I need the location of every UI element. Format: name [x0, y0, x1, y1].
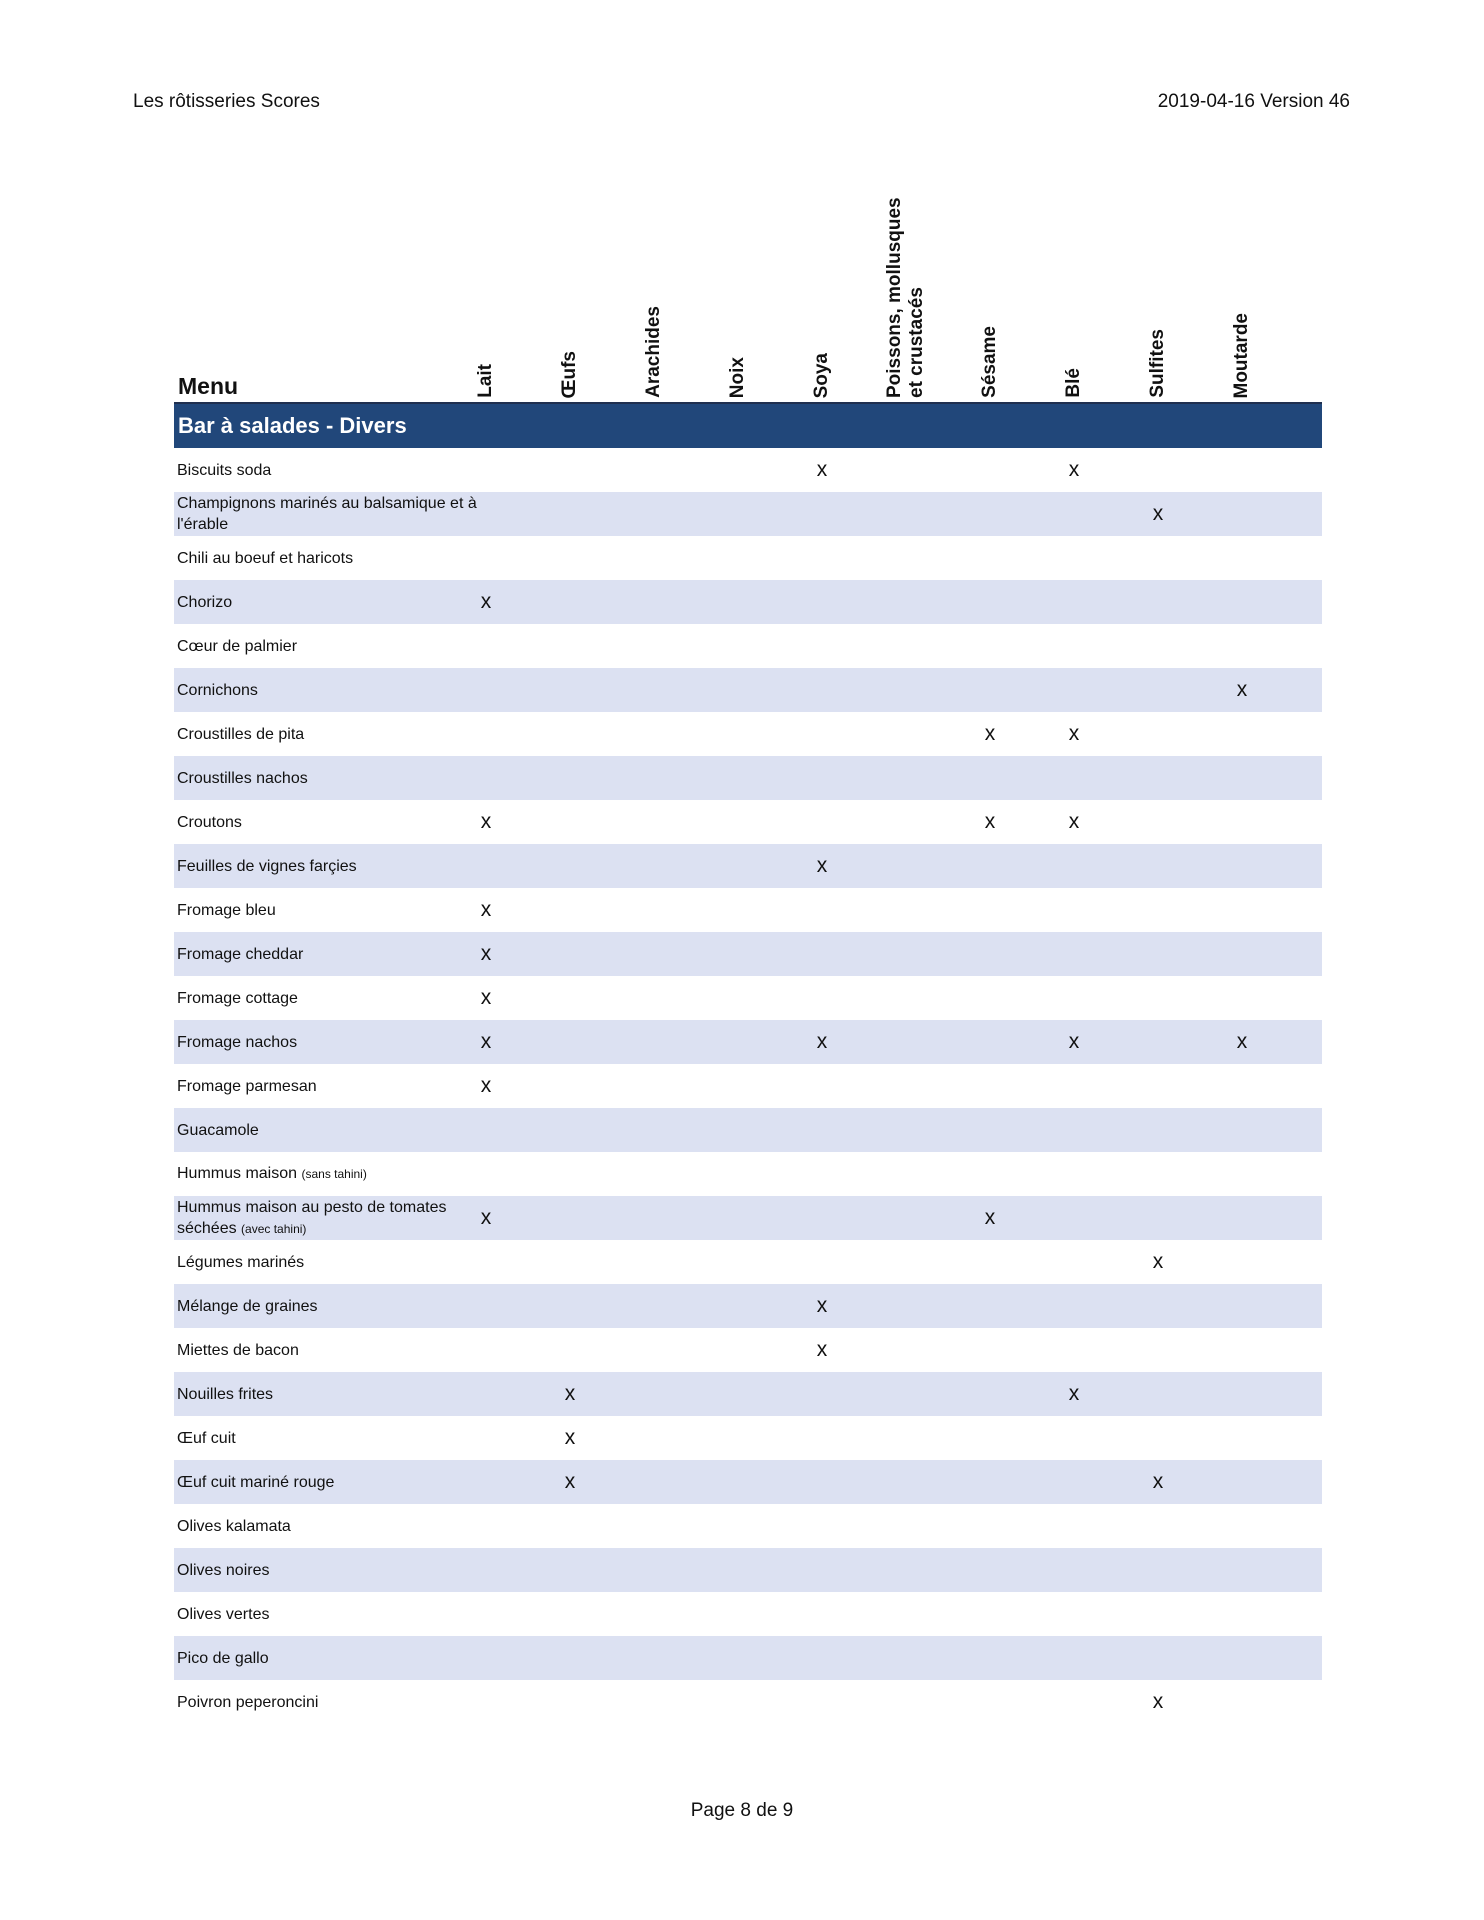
allergen-mark: x [1068, 1030, 1080, 1053]
table-row [174, 1064, 1322, 1108]
menu-item-name [177, 624, 497, 668]
allergen-mark: x [480, 898, 492, 921]
menu-item-label: Poivron peperoncini [177, 1693, 319, 1711]
menu-item-label: Légumes marinés [177, 1253, 305, 1271]
menu-item-name [177, 1328, 497, 1372]
menu-item-label: Fromage nachos [177, 1033, 298, 1051]
allergen-column-header [1116, 186, 1200, 398]
table-row [174, 1548, 1322, 1592]
allergen-mark: x [480, 1030, 492, 1053]
menu-item-name [177, 1240, 497, 1284]
menu-item-label: Chorizo [177, 593, 233, 611]
menu-item-label: Croustilles de pita [177, 725, 305, 743]
menu-item-label: Fromage cottage [177, 989, 298, 1007]
table-row [174, 1372, 1322, 1416]
allergen-column-header [612, 186, 696, 398]
table-row [174, 1108, 1322, 1152]
section-header: Bar à salades - Divers [174, 404, 1322, 448]
menu-item-name [177, 1460, 497, 1504]
menu-item-label: Chili au boeuf et haricots [177, 549, 354, 567]
table-row [174, 976, 1322, 1020]
allergen-column-header [780, 186, 864, 398]
allergen-mark: x [1152, 1470, 1164, 1493]
allergen-column-header [528, 186, 612, 398]
table-row [174, 1020, 1322, 1064]
allergen-mark: x [816, 1294, 828, 1317]
table-row [174, 1680, 1322, 1724]
menu-item-label: Cornichons [177, 681, 258, 699]
allergen-mark: x [480, 1206, 492, 1229]
allergen-mark: x [564, 1382, 576, 1405]
menu-item-name [177, 1108, 497, 1152]
allergen-column-label: Noix [727, 356, 748, 398]
menu-item-name [177, 448, 497, 492]
table-row [174, 580, 1322, 624]
allergen-column-header [696, 186, 780, 398]
table-row [174, 932, 1322, 976]
table-row [174, 1416, 1322, 1460]
menu-item-note: (sans tahini) [301, 1167, 367, 1181]
table-row [174, 844, 1322, 888]
menu-item-label: Miettes de bacon [177, 1341, 299, 1359]
menu-item-label: Fromage bleu [177, 901, 276, 919]
allergen-mark: x [1236, 1030, 1248, 1053]
table-row [174, 1196, 1322, 1240]
table-row [174, 888, 1322, 932]
allergen-mark: x [1152, 502, 1164, 525]
menu-item-name [177, 668, 497, 712]
allergen-mark: x [1068, 810, 1080, 833]
menu-item-label: Feuilles de vignes farçies [177, 857, 357, 875]
menu-item-name [177, 1680, 497, 1724]
allergen-column-label: Lait [475, 364, 496, 398]
allergen-mark: x [480, 1074, 492, 1097]
allergen-mark: x [984, 1206, 996, 1229]
menu-item-name [177, 1152, 497, 1196]
document-version: 2019-04-16 Version 46 [1157, 91, 1350, 112]
allergen-column-header [864, 186, 948, 398]
menu-item-name [177, 756, 497, 800]
allergen-mark: x [984, 722, 996, 745]
allergen-column-label: Sésame [979, 326, 1000, 398]
menu-item-name [177, 1372, 497, 1416]
allergen-mark: x [564, 1426, 576, 1449]
menu-item-label: Nouilles frites [177, 1385, 274, 1403]
allergen-mark: x [480, 810, 492, 833]
allergen-column-label: Arachides [643, 306, 664, 398]
table-row [174, 1152, 1322, 1196]
menu-item-label: Fromage parmesan [177, 1077, 317, 1095]
table-row [174, 800, 1322, 844]
table-body [174, 448, 1322, 1724]
menu-item-label: Champignons marinés au balsamique et à l'érable [177, 495, 477, 533]
menu-item-name [177, 1416, 497, 1460]
table-row [174, 1284, 1322, 1328]
menu-item-label: Olives noires [177, 1561, 270, 1579]
allergen-column-label: Moutarde [1231, 312, 1252, 398]
allergen-column-header [444, 186, 528, 398]
document-company-name: Les rôtisseries Scores [133, 91, 320, 112]
menu-item-label: Mélange de graines [177, 1297, 318, 1315]
menu-item-label: Guacamole [177, 1121, 259, 1139]
menu-item-note: (avec tahini) [241, 1221, 307, 1236]
menu-item-label: Olives kalamata [177, 1517, 291, 1535]
allergen-mark: x [984, 810, 996, 833]
menu-item-label: Fromage cheddar [177, 945, 304, 963]
menu-item-name [177, 844, 497, 888]
allergen-mark: x [480, 590, 492, 613]
menu-column-header: Menu [178, 373, 239, 399]
table-row [174, 1592, 1322, 1636]
table-row [174, 624, 1322, 668]
allergen-mark: x [816, 1338, 828, 1361]
table-row [174, 448, 1322, 492]
table-row [174, 668, 1322, 712]
menu-item-label: Olives vertes [177, 1605, 270, 1623]
table-row [174, 1636, 1322, 1680]
menu-item-label: Œuf cuit mariné rouge [177, 1473, 335, 1491]
allergen-table [174, 180, 1322, 1724]
allergen-column-label: Blé [1063, 368, 1084, 398]
menu-item-label: Hummus maison au pesto de tomates séchées [177, 1198, 447, 1237]
allergen-column-label: Œufs [559, 350, 580, 398]
table-row [174, 1240, 1322, 1284]
allergen-mark: x [480, 986, 492, 1009]
menu-item-name [177, 492, 497, 536]
allergen-mark: x [816, 854, 828, 877]
allergen-column-label: Sulfites [1147, 329, 1168, 398]
menu-item-label: Croutons [177, 813, 242, 831]
menu-item-label: Œuf cuit [177, 1429, 236, 1447]
allergen-column-header [948, 186, 1032, 398]
menu-item-name [177, 1592, 497, 1636]
table-row [174, 1328, 1322, 1372]
allergen-mark: x [1152, 1690, 1164, 1713]
allergen-column-label: Soya [811, 352, 832, 398]
menu-item-name [177, 1548, 497, 1592]
table-row [174, 1504, 1322, 1548]
allergen-mark: x [480, 942, 492, 965]
menu-item-name [177, 1636, 497, 1680]
table-row [174, 492, 1322, 536]
table-row [174, 1460, 1322, 1504]
table-row [174, 536, 1322, 580]
page-number: Page 8 de 9 [690, 1800, 794, 1821]
allergen-mark: x [1152, 1250, 1164, 1273]
menu-item-label: Biscuits soda [177, 461, 272, 479]
allergen-column-label: Poissons, mollusques et crustacés [884, 197, 927, 398]
menu-item-name [177, 1504, 497, 1548]
menu-item-label: Hummus maison [177, 1165, 298, 1182]
table-row [174, 712, 1322, 756]
allergen-mark: x [1068, 722, 1080, 745]
allergen-mark: x [564, 1470, 576, 1493]
menu-item-name [177, 1284, 497, 1328]
table-row [174, 756, 1322, 800]
menu-item-label: Pico de gallo [177, 1649, 269, 1667]
menu-item-label: Cœur de palmier [177, 637, 298, 655]
allergen-column-header [1032, 186, 1116, 398]
allergen-mark: x [1236, 678, 1248, 701]
menu-item-label: Croustilles nachos [177, 769, 308, 787]
allergen-column-header [1200, 186, 1284, 398]
allergen-mark: x [816, 1030, 828, 1053]
table-header [174, 180, 1322, 404]
allergen-mark: x [1068, 1382, 1080, 1405]
menu-item-name [177, 712, 497, 756]
allergen-mark: x [816, 458, 828, 481]
menu-item-name [177, 536, 497, 580]
allergen-mark: x [1068, 458, 1080, 481]
